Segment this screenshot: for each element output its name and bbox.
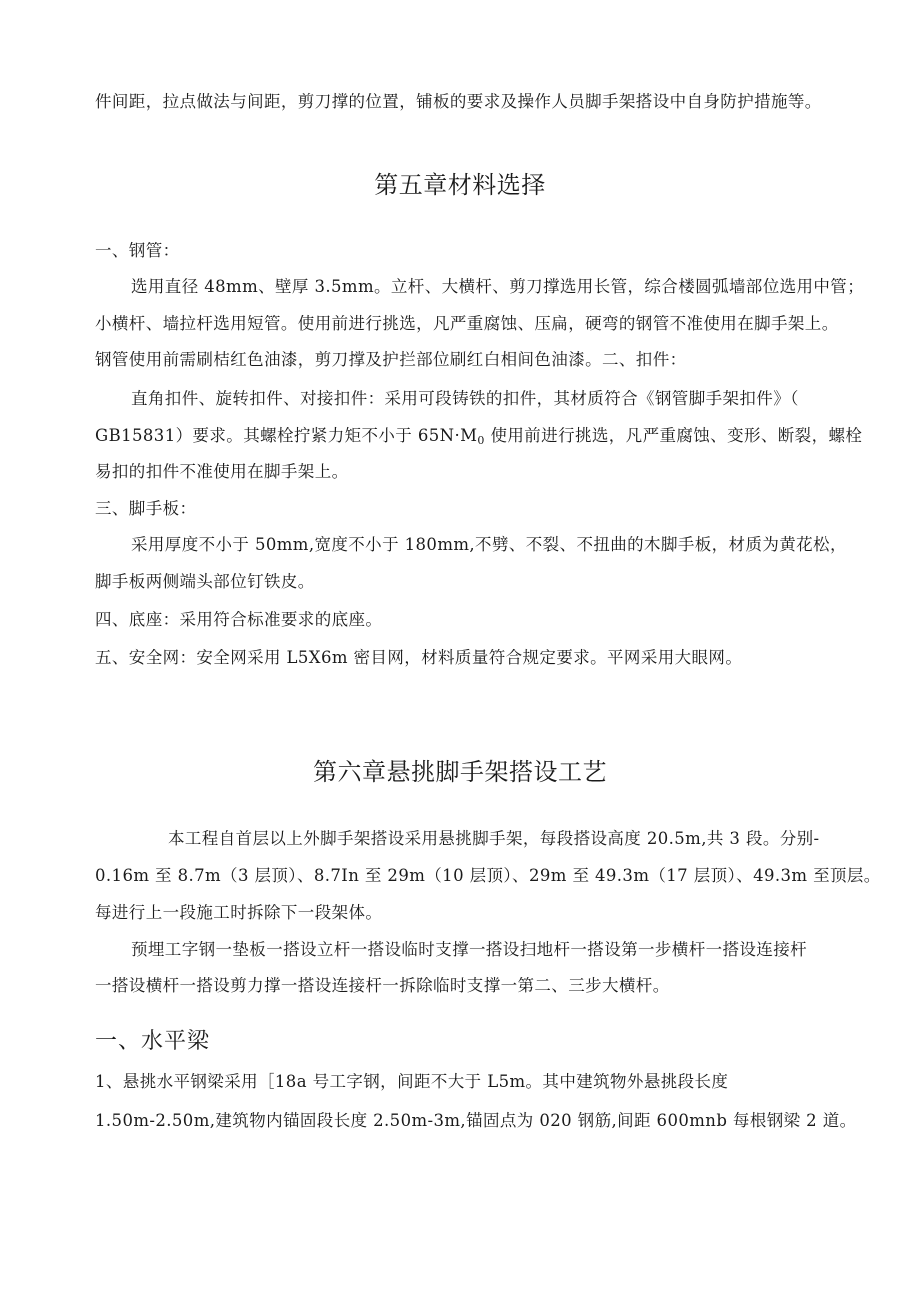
horizontal-beam-text-line-2: 1.50m-2.50m,建筑物内锚固段长度 2.50m-3m,锚固点为 020 钢筋,间距 600mnb 每根钢梁 2 道。 <box>95 1111 857 1130</box>
sequence-text-line-1: 预埋工字钢一垫板一搭设立杆一搭设临时支撑一搭设扫地杆一搭设第一步横杆一搭设连接杆 <box>131 940 807 959</box>
fastener-text-line-2a: GB15831）要求。其螺栓拧紧力矩不小于 65N·M <box>95 426 478 445</box>
horizontal-beam-text-line-1: 1、悬挑水平钢梁采用［18a 号工字钢，间距不大于 L5m。其中建筑物外悬挑段长度 <box>95 1072 729 1091</box>
scaffold-board-text-line-2: 脚手板两侧端头部位钉铁皮。 <box>95 572 315 591</box>
sequence-text-line-2: 一搭设横杆一搭设剪力撑一搭设连接杆一拆除临时支撑一第二、三步大横杆。 <box>95 976 670 995</box>
process-text-line-3: 每进行上一段施工时拆除下一段架体。 <box>95 903 383 922</box>
section-scaffold-board-heading: 三、脚手板： <box>95 499 197 518</box>
fastener-text-line-2b: 使用前进行挑选，凡严重腐蚀、变形、断裂，螺栓 <box>484 426 863 445</box>
process-text-line-2: 0.16m 至 8.7m（3 层顶）、8.7In 至 29m（10 层顶）、29m 至 49.3m（17 层顶）、49.3m 至顶层。 <box>95 866 881 885</box>
steel-pipe-text-line-2: 小横杆、墙拉杆选用短管。使用前进行挑选，凡严重腐蚀、压扁，硬弯的钢管不准使用在脚手架上。 <box>95 314 839 333</box>
section-steel-pipe-heading: 一、钢管： <box>95 241 180 260</box>
chapter-5-title: 第五章材料选择 <box>374 171 546 199</box>
fastener-text-line-1: 直角扣件、旋转扣件、对接扣件：采用可段铸铁的扣件，其材质符合《钢管脚手架扣件》（ <box>131 389 799 408</box>
steel-pipe-text-line-1: 选用直径 48mm、壁厚 3.5mm。立杆、大横杆、剪刀撑选用长管，综合楼圆弧墙部位选用中管； <box>131 277 865 296</box>
steel-pipe-text-line-3: 钢管使用前需刷桔红色油漆，剪刀撑及护拦部位刷红白相间色油漆。二、扣件： <box>95 350 687 369</box>
process-text-line-1: 本工程自首层以上外脚手架搭设采用悬挑脚手架，每段搭设高度 20.5m,共 3 段。分别- <box>168 829 820 848</box>
fastener-text-line-2 <box>95 425 862 447</box>
scaffold-board-text-line-1: 采用厚度不小于 50mm,宽度不小于 180mm,不劈、不裂、不扭曲的木脚手板，材质为黄花松， <box>131 535 847 554</box>
chapter-6-title: 第六章悬挑脚手架搭设工艺 <box>313 758 607 786</box>
intro-text-line: 件间距，拉点做法与间距，剪刀撑的位置，铺板的要求及操作人员脚手架搭设中自身防护措施等。 <box>95 92 822 111</box>
section-base-line: 四、底座：采用符合标准要求的底座。 <box>95 610 383 629</box>
section-horizontal-beam-heading: 一、水平梁 <box>95 1029 211 1054</box>
section-safety-net-line: 五、安全网：安全网采用 L5X6m 密目网，材料质量符合规定要求。平网采用大眼网。 <box>95 648 743 667</box>
fastener-text-line-3: 易扣的扣件不准使用在脚手架上。 <box>95 462 349 481</box>
torque-subscript: 0 <box>477 434 485 447</box>
